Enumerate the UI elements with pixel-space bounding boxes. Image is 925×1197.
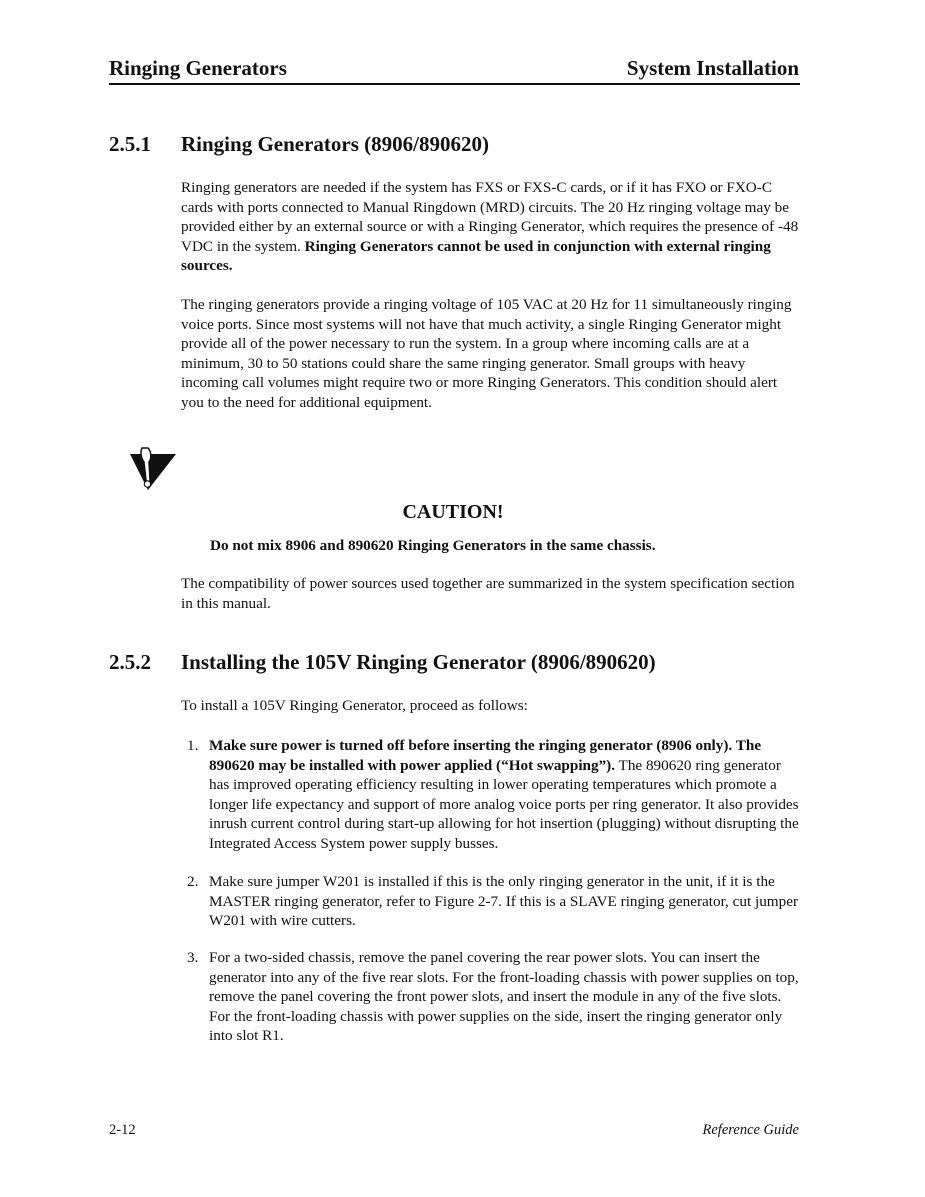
caution-text: Do not mix 8906 and 890620 Ringing Generators in the same chassis.: [210, 537, 656, 554]
caution-title: CAUTION!: [402, 501, 504, 523]
caution-hand-icon: [128, 446, 178, 492]
page-number: 2-12: [109, 1122, 136, 1138]
list-marker: 2.: [187, 873, 199, 890]
step-text: Make sure jumper W201 is installed if this is the only ringing generator in the unit, if it is the MASTER ringing generator, refer to Figure 2-7. If this is a SLAVE ringing generator, cut jumper W201 with wire cutters.: [209, 873, 798, 930]
ringing-voltage-paragraph: The ringing generators provide a ringing voltage of 105 VAC at 20 Hz for 11 simultaneously ringing voice ports. Since most systems will not have that much activity, a single Ringing Generator might provide all of the power necessary to run the system. In a group where incoming calls are at a minimum, 30 to 50 stations could share the same ringing generator. Small groups with heavy incoming call volumes might require two or more Ringing Generators. This condition should alert you to the need for additional equipment.: [181, 296, 792, 411]
intro-bold-warning: Ringing Generators cannot be used in conjunction with external ringing sources.: [181, 237, 771, 275]
section-number: 2.5.1: [109, 132, 151, 156]
intro-text: Ringing generators are needed if the system has FXS or FXS-C cards, or if it has FXO or FXO-C cards with ports connected to Manual Ringdown (MRD) circuits. The 20 Hz ringing voltage may be provided either by an external source or with a Ringing Generator, which requires the presence of -48 VDC in the system.: [181, 179, 799, 255]
footer-doc-title: Reference Guide: [702, 1122, 799, 1138]
compatibility-paragraph: The compatibility of power sources used together are summarized in the system specification section in this manual.: [181, 575, 795, 612]
section-title: Installing the 105V Ringing Generator (8906/890620): [181, 650, 656, 674]
step-text: For a two-sided chassis, remove the panel covering the rear power slots. You can insert the generator into any of the five rear slots. For the front-loading chassis with power supplies on top, remove the panel covering the front power slots, and insert the module in any of the five slots. For the front-loading chassis with power supplies on the side, insert the ringing generator only into slot R1.: [209, 949, 799, 1045]
section-title: Ringing Generators (8906/890620): [181, 132, 489, 156]
list-item: [181, 948, 801, 1046]
list-item: [181, 872, 801, 931]
header-rule: [109, 83, 800, 85]
step-bold: Make sure power is turned off before inserting the ringing generator (8906 only). The 890620 may be installed with power applied (“Hot swapping”).: [209, 737, 762, 774]
running-header: [109, 56, 799, 81]
intro-paragraph: [181, 178, 801, 276]
install-intro: To install a 105V Ringing Generator, proceed as follows:: [181, 697, 528, 714]
section-number: 2.5.2: [109, 650, 151, 674]
step-text: The 890620 ring generator has improved operating efficiency resulting in lower operating temperatures which promote a longer life expectancy and support of more analog voice ports per ring generator. It also provides inrush current control during start-up allowing for hot insertion (plugging) without disrupting the Integrated Access System power supply busses.: [209, 756, 799, 852]
section-heading-2-5-2: [109, 650, 656, 675]
header-section: System Installation: [626, 56, 799, 80]
section-heading-2-5-1: [109, 132, 489, 157]
list-item: [181, 736, 801, 854]
header-chapter: Ringing Generators: [109, 56, 287, 80]
list-marker: 3.: [187, 949, 199, 966]
list-marker: 1.: [187, 737, 199, 754]
